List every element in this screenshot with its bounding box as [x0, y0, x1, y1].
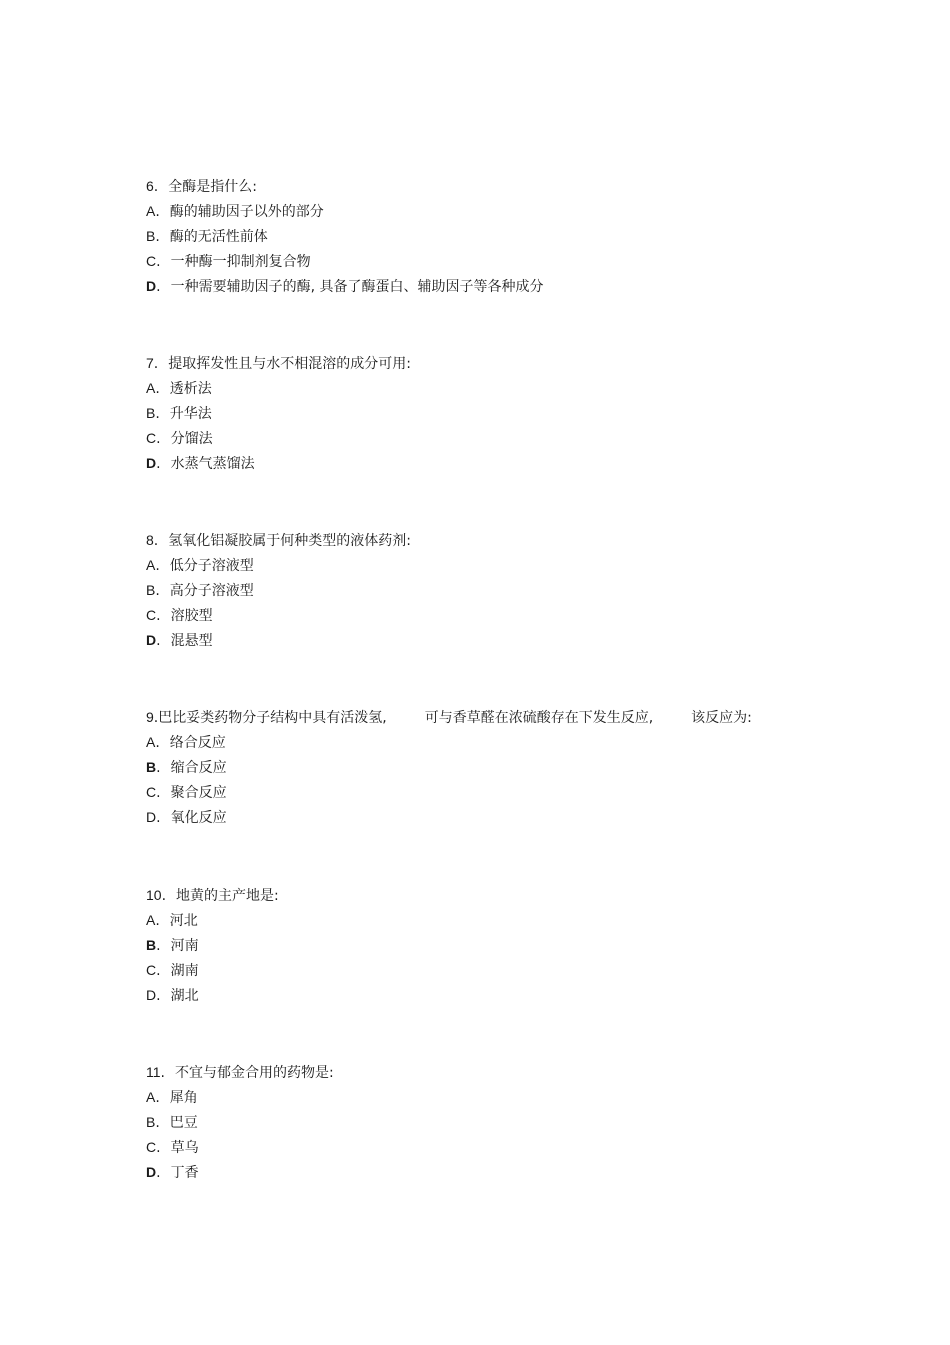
- option-letter: A: [146, 1089, 156, 1105]
- option-c: C. 溶胶型: [146, 607, 213, 624]
- question-11: [146, 1060, 846, 1185]
- question-10: [146, 883, 846, 1008]
- option-text: 升华法: [169, 406, 212, 422]
- question-7: [146, 351, 846, 476]
- option-text: 草乌: [170, 1140, 199, 1156]
- question-text: 地黄的主产地是:: [176, 888, 279, 904]
- question-stem: 6. 全酶是指什么:: [146, 178, 257, 195]
- option-letter: D: [146, 632, 157, 648]
- question-9: [146, 705, 846, 830]
- option-d: D. 混悬型: [146, 632, 213, 649]
- option-d: D. 一种需要辅助因子的酶, 具备了酶蛋白、辅助因子等各种成分: [146, 278, 544, 295]
- option-text: 河北: [169, 913, 198, 929]
- option-letter: D: [146, 987, 157, 1003]
- option-letter: D: [146, 455, 157, 471]
- option-letter: D: [146, 278, 157, 294]
- question-stem: 9.巴比妥类药物分子结构中具有活泼氢, 可与香草醛在浓硫酸存在下发生反应, 该反应为:: [146, 709, 752, 726]
- option-text: 水蒸气蒸馏法: [170, 456, 255, 472]
- option-a: A. 低分子溶液型: [146, 557, 254, 574]
- option-text: 一种需要辅助因子的酶, 具备了酶蛋白、辅助因子等各种成分: [170, 279, 544, 295]
- option-b: B. 巴豆: [146, 1114, 198, 1131]
- option-c: C. 聚合反应: [146, 784, 227, 801]
- option-letter: C: [146, 1139, 157, 1155]
- question-stem: 11. 不宜与郁金合用的药物是:: [146, 1064, 334, 1081]
- question-number: 7: [146, 355, 154, 371]
- option-c: C. 一种酶一抑制剂复合物: [146, 253, 311, 270]
- question-text-part-1: 巴比妥类药物分子结构中具有活泼氢,: [158, 710, 387, 726]
- option-a: A. 犀角: [146, 1089, 198, 1106]
- option-b: B. 升华法: [146, 405, 212, 422]
- option-d: D. 丁香: [146, 1164, 199, 1181]
- option-letter: A: [146, 203, 156, 219]
- option-letter: C: [146, 253, 157, 269]
- option-text: 酶的无活性前体: [169, 229, 268, 245]
- option-letter: B: [146, 1114, 156, 1130]
- option-c: C. 湖南: [146, 962, 199, 979]
- question-stem: 7. 提取挥发性且与水不相混溶的成分可用:: [146, 355, 411, 372]
- option-letter: A: [146, 380, 156, 396]
- option-letter: C: [146, 607, 157, 623]
- option-letter: C: [146, 962, 157, 978]
- option-text: 分馏法: [170, 431, 213, 447]
- question-number: 6: [146, 178, 154, 194]
- option-text: 酶的辅助因子以外的部分: [169, 204, 324, 220]
- option-letter: D: [146, 809, 157, 825]
- option-d: D. 湖北: [146, 987, 199, 1004]
- option-text: 高分子溶液型: [169, 583, 254, 599]
- option-letter: B: [146, 405, 156, 421]
- option-letter: B: [146, 228, 156, 244]
- option-letter: B: [146, 759, 157, 775]
- option-text: 湖北: [170, 988, 199, 1004]
- option-text: 缩合反应: [170, 760, 227, 776]
- question-stem: 8. 氢氧化铝凝胶属于何种类型的液体药剂:: [146, 532, 411, 549]
- option-b: B. 河南: [146, 937, 199, 954]
- question-number: 11: [146, 1064, 161, 1080]
- option-letter: C: [146, 430, 157, 446]
- option-text: 河南: [170, 938, 199, 954]
- option-text: 络合反应: [169, 735, 226, 751]
- option-text: 低分子溶液型: [169, 558, 254, 574]
- option-text: 丁香: [170, 1165, 199, 1181]
- option-text: 聚合反应: [170, 785, 227, 801]
- option-b: B. 酶的无活性前体: [146, 228, 268, 245]
- option-text: 一种酶一抑制剂复合物: [170, 254, 311, 270]
- option-text: 湖南: [170, 963, 199, 979]
- option-text: 溶胶型: [170, 608, 213, 624]
- question-6: [146, 174, 846, 299]
- question-text: 不宜与郁金合用的药物是:: [175, 1065, 334, 1081]
- question-number: 8: [146, 532, 154, 548]
- option-letter: C: [146, 784, 157, 800]
- option-d: D. 水蒸气蒸馏法: [146, 455, 255, 472]
- option-letter: B: [146, 937, 157, 953]
- option-text: 巴豆: [169, 1115, 198, 1131]
- option-a: A. 酶的辅助因子以外的部分: [146, 203, 324, 220]
- option-text: 氧化反应: [170, 810, 227, 826]
- question-text-part-2: 可与香草醛在浓硫酸存在下发生反应,: [424, 710, 654, 726]
- question-number: 9: [146, 709, 154, 725]
- option-letter: A: [146, 734, 156, 750]
- option-b: B. 高分子溶液型: [146, 582, 254, 599]
- option-letter: A: [146, 912, 156, 928]
- option-a: A. 透析法: [146, 380, 212, 397]
- question-text: 氢氧化铝凝胶属于何种类型的液体药剂:: [168, 533, 411, 549]
- option-text: 犀角: [169, 1090, 198, 1106]
- question-stem: 10. 地黄的主产地是:: [146, 887, 279, 904]
- option-letter: D: [146, 1164, 157, 1180]
- option-a: A. 络合反应: [146, 734, 226, 751]
- question-text: 提取挥发性且与水不相混溶的成分可用:: [168, 356, 411, 372]
- question-8: [146, 528, 846, 653]
- option-letter: B: [146, 582, 156, 598]
- question-number: 10: [146, 887, 162, 903]
- option-c: C. 分馏法: [146, 430, 213, 447]
- question-text: 全酶是指什么:: [168, 179, 257, 195]
- option-c: C. 草乌: [146, 1139, 199, 1156]
- option-a: A. 河北: [146, 912, 198, 929]
- question-text-part-3: 该反应为:: [691, 710, 752, 726]
- option-d: D. 氧化反应: [146, 809, 227, 826]
- option-b: B. 缩合反应: [146, 759, 227, 776]
- option-letter: A: [146, 557, 156, 573]
- option-text: 透析法: [169, 381, 212, 397]
- option-text: 混悬型: [170, 633, 213, 649]
